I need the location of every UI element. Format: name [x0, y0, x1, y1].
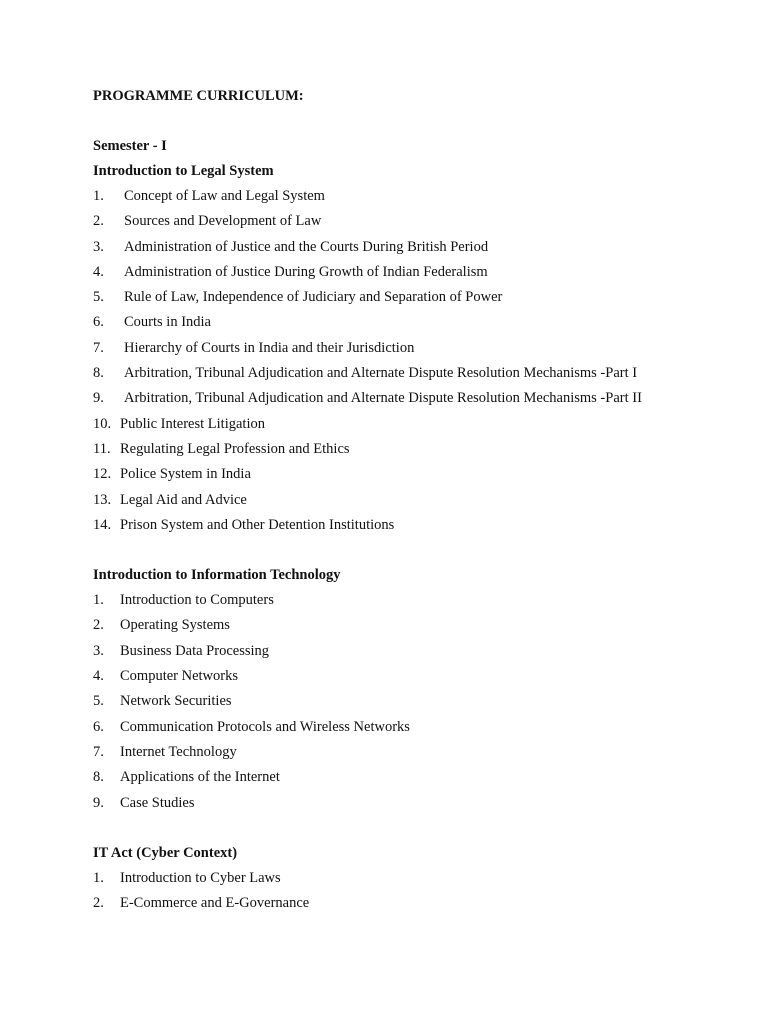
item-text: Arbitration, Tribunal Adjudication and Alternate Dispute Resolution Mechanisms -Part I [124, 365, 638, 382]
list-item [93, 288, 733, 306]
item-number: 6. [93, 314, 104, 331]
item-number: 9. [93, 390, 104, 407]
section-title-information-technology: Introduction to Information Technology [93, 567, 341, 584]
item-number: 4. [93, 263, 104, 280]
item-number: 8. [93, 365, 104, 382]
item-text: Network Securities [120, 693, 232, 710]
item-number: 2. [93, 617, 104, 634]
list-item [93, 894, 733, 912]
item-text: Rule of Law, Independence of Judiciary and Separation of Power [124, 289, 503, 306]
item-number: 14. [93, 516, 112, 533]
list-item [93, 692, 733, 710]
list-item [93, 591, 733, 609]
list-item [93, 616, 733, 634]
list-item [93, 364, 733, 382]
list-item [93, 768, 733, 786]
item-number: 10. [93, 415, 112, 432]
item-number: 7. [93, 743, 104, 760]
list-item [93, 743, 733, 761]
item-number: 1. [93, 869, 104, 886]
list-item [93, 667, 733, 685]
section-title-legal-system: Introduction to Legal System [93, 163, 274, 179]
list-item [93, 465, 733, 483]
item-text: Internet Technology [120, 743, 237, 760]
document-page [93, 87, 733, 919]
item-number: 2. [93, 895, 104, 912]
item-text: Case Studies [120, 794, 195, 811]
item-text: Communication Protocols and Wireless Networks [120, 718, 410, 735]
list-item [93, 718, 733, 736]
item-number: 3. [93, 238, 104, 255]
item-text: Concept of Law and Legal System [124, 188, 325, 204]
legal-system-list [93, 187, 733, 534]
item-number: 7. [93, 339, 104, 356]
item-text: Police System in India [120, 466, 251, 483]
item-number: 8. [93, 769, 104, 786]
item-number: 1. [93, 188, 104, 204]
item-text: Computer Networks [120, 668, 238, 685]
list-item [93, 794, 733, 812]
item-number: 2. [93, 213, 104, 230]
list-item [93, 339, 733, 357]
it-act-list [93, 869, 733, 912]
section-title-it-act: IT Act (Cyber Context) [93, 844, 238, 861]
item-text: Administration of Justice During Growth of Indian Federalism [124, 263, 488, 280]
item-text: Introduction to Cyber Laws [120, 869, 281, 886]
section-spacer [93, 819, 733, 844]
item-number: 5. [93, 693, 104, 710]
list-item [93, 212, 733, 230]
item-text: Hierarchy of Courts in India and their Jurisdiction [124, 339, 415, 356]
item-number: 5. [93, 289, 104, 306]
list-item [93, 516, 733, 534]
list-item [93, 415, 733, 433]
item-text: Arbitration, Tribunal Adjudication and Alternate Dispute Resolution Mechanisms -Part II [124, 390, 642, 407]
item-text: Public Interest Litigation [120, 415, 265, 432]
list-item [93, 491, 733, 509]
semester-heading: Semester - I [93, 138, 167, 154]
item-text: Applications of the Internet [120, 769, 280, 786]
item-number: 6. [93, 718, 104, 735]
item-text: Regulating Legal Profession and Ethics [120, 440, 350, 457]
information-technology-list [93, 591, 733, 811]
item-text: Introduction to Computers [120, 592, 274, 609]
list-item [93, 869, 733, 887]
list-item [93, 187, 733, 205]
item-number: 13. [93, 491, 112, 508]
item-text: E-Commerce and E-Governance [120, 895, 310, 912]
item-text: Prison System and Other Detention Institutions [120, 516, 395, 533]
item-text: Operating Systems [120, 617, 230, 634]
item-number: 11. [93, 440, 111, 457]
item-text: Sources and Development of Law [124, 213, 322, 230]
item-text: Courts in India [124, 314, 211, 331]
item-number: 12. [93, 466, 112, 483]
item-number: 4. [93, 668, 104, 685]
list-item [93, 389, 733, 407]
list-item [93, 263, 733, 281]
list-item [93, 313, 733, 331]
section-spacer [93, 541, 733, 566]
item-text: Legal Aid and Advice [120, 491, 247, 508]
item-number: 9. [93, 794, 104, 811]
item-number: 1. [93, 592, 104, 609]
list-item [93, 440, 733, 458]
list-item [93, 642, 733, 660]
page-title: PROGRAMME CURRICULUM: [93, 88, 304, 104]
item-text: Administration of Justice and the Courts During British Period [124, 238, 489, 255]
item-text: Business Data Processing [120, 642, 270, 659]
list-item [93, 238, 733, 256]
item-number: 3. [93, 642, 104, 659]
